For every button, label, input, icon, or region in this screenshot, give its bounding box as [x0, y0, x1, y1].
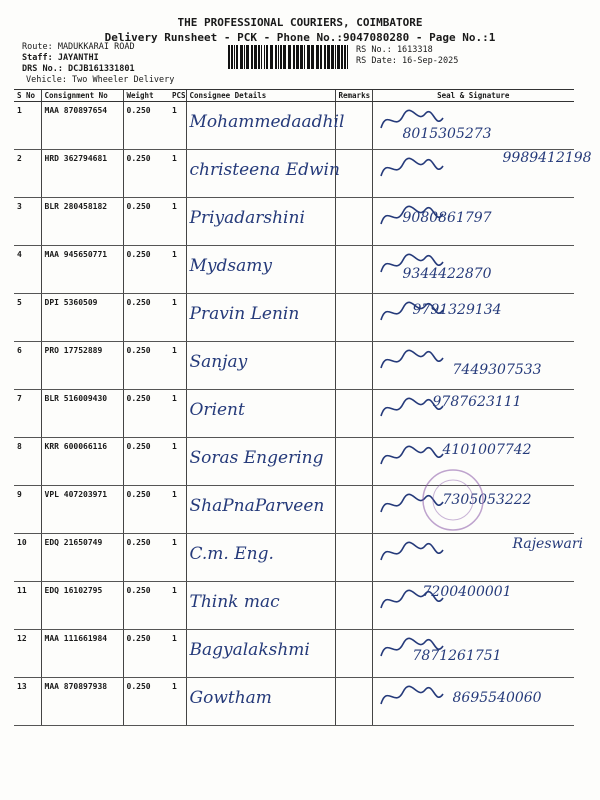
table-row: [14, 198, 574, 246]
cell-consignment: DPI 5360509: [41, 294, 123, 342]
signature-phone: 8015305273: [402, 126, 492, 142]
cell-signature: [372, 342, 574, 390]
cell-remarks: [335, 534, 372, 582]
cell-weight: 0.250: [123, 294, 169, 342]
cell-consignment: PRO 17752889: [41, 342, 123, 390]
cell-pcs: 1: [169, 150, 186, 198]
table-row: [14, 150, 574, 198]
table-header-row: [14, 90, 574, 102]
cell-consignee: ShaPnaParveen: [186, 486, 335, 534]
cell-sno: 6: [14, 342, 41, 390]
table-row: [14, 438, 574, 486]
cell-remarks: [335, 630, 372, 678]
signature-phone: Rajeswari: [512, 536, 584, 552]
cell-sno: 9: [14, 486, 41, 534]
cell-signature: [372, 150, 592, 198]
cell-sno: 8: [14, 438, 41, 486]
cell-signature: [372, 102, 574, 150]
courier-stamp: [418, 465, 488, 535]
rs-number: RS No.: 1613318: [356, 45, 433, 55]
cell-signature: [372, 198, 574, 246]
cell-pcs: 1: [169, 438, 186, 486]
cell-consignment: BLR 280458182: [41, 198, 123, 246]
signature-phone: 9791329134: [412, 302, 502, 318]
cell-remarks: [335, 438, 372, 486]
cell-pcs: 1: [169, 390, 186, 438]
table-row: [14, 678, 574, 726]
cell-consignee: Mydsamy: [186, 246, 335, 294]
cell-sno: 11: [14, 582, 41, 630]
cell-sno: 13: [14, 678, 41, 726]
cell-consignment: MAA 111661984: [41, 630, 123, 678]
cell-pcs: 1: [169, 198, 186, 246]
runsheet-table: [14, 89, 592, 726]
cell-consignment: MAA 945650771: [41, 246, 123, 294]
cell-sno: 5: [14, 294, 41, 342]
table-row: [14, 102, 574, 150]
cell-signature: [372, 534, 584, 582]
cell-consignee: Sanjay: [186, 342, 335, 390]
col-consignment: Consignment No: [41, 90, 123, 102]
signature-phone: 9080861797: [402, 210, 492, 226]
table-row: [14, 534, 574, 582]
cell-remarks: [335, 582, 372, 630]
cell-weight: 0.250: [123, 486, 169, 534]
cell-sno: 3: [14, 198, 41, 246]
cell-consignee: Bagyalakshmi: [186, 630, 335, 678]
staff-label: Staff: JAYANTHI: [22, 53, 99, 63]
cell-consignee: Priyadarshini: [186, 198, 335, 246]
table-row: [14, 390, 574, 438]
cell-weight: 0.250: [123, 582, 169, 630]
cell-consignment: KRR 600066116: [41, 438, 123, 486]
cell-consignment: MAA 870897654: [41, 102, 123, 150]
cell-remarks: [335, 294, 372, 342]
signature-phone: 7449307533: [452, 362, 542, 378]
col-consignee: Consignee Details: [186, 90, 335, 102]
cell-weight: 0.250: [123, 150, 169, 198]
signature-phone: 7200400001: [422, 584, 512, 600]
cell-remarks: [335, 150, 372, 198]
cell-sno: 7: [14, 390, 41, 438]
cell-pcs: 1: [169, 534, 186, 582]
cell-consignment: VPL 407203971: [41, 486, 123, 534]
cell-pcs: 1: [169, 342, 186, 390]
table-row: [14, 582, 574, 630]
cell-remarks: [335, 678, 372, 726]
cell-remarks: [335, 246, 372, 294]
table-row: [14, 630, 574, 678]
cell-weight: 0.250: [123, 390, 169, 438]
vehicle-label: Vehicle: Two Wheeler Delivery: [26, 75, 175, 85]
cell-consignment: EDQ 16102795: [41, 582, 123, 630]
barcode-image: [228, 45, 352, 69]
cell-signature: [372, 678, 574, 726]
signature-phone: 9787623111: [432, 394, 522, 410]
signature-phone: 4101007742: [442, 442, 532, 458]
cell-consignee: Soras Engering: [186, 438, 335, 486]
cell-pcs: 1: [169, 630, 186, 678]
cell-sno: 10: [14, 534, 41, 582]
col-sno: S No: [14, 90, 41, 102]
cell-consignment: BLR 516009430: [41, 390, 123, 438]
cell-weight: 0.250: [123, 102, 169, 150]
signature-phone: 7305053222: [442, 492, 532, 508]
table-row: [14, 246, 574, 294]
cell-consignment: HRD 362794681: [41, 150, 123, 198]
cell-consignee: Pravin Lenin: [186, 294, 335, 342]
cell-remarks: [335, 342, 372, 390]
cell-consignee: Think mac: [186, 582, 335, 630]
page-subtitle: Delivery Runsheet - PCK - Phone No.:9047080280 - Page No.:1: [104, 31, 496, 44]
cell-signature: [372, 582, 574, 630]
cell-consignee: Orient: [186, 390, 335, 438]
signature-phone: 9344422870: [402, 266, 492, 282]
cell-weight: 0.250: [123, 342, 169, 390]
col-weight: Weight: [123, 90, 169, 102]
page-title: THE PROFESSIONAL COURIERS, COIMBATORE: [177, 16, 423, 29]
cell-consignment: MAA 870897938: [41, 678, 123, 726]
table-row: [14, 342, 574, 390]
cell-weight: 0.250: [123, 630, 169, 678]
cell-remarks: [335, 390, 372, 438]
cell-weight: 0.250: [123, 534, 169, 582]
cell-weight: 0.250: [123, 678, 169, 726]
cell-sno: 2: [14, 150, 41, 198]
cell-pcs: 1: [169, 294, 186, 342]
cell-signature: [372, 630, 574, 678]
cell-sno: 12: [14, 630, 41, 678]
cell-consignee: Mohammedaadhil: [186, 102, 335, 150]
col-signature: Seal & Signature: [372, 90, 574, 102]
cell-pcs: 1: [169, 582, 186, 630]
cell-signature: [372, 246, 574, 294]
drs-label: DRS No.: DCJB161331801: [22, 64, 135, 74]
cell-signature: [372, 390, 574, 438]
cell-pcs: 1: [169, 102, 186, 150]
cell-weight: 0.250: [123, 198, 169, 246]
cell-sno: 4: [14, 246, 41, 294]
cell-consignee: C.m. Eng.: [186, 534, 335, 582]
cell-consignment: EDQ 21650749: [41, 534, 123, 582]
table-row: [14, 486, 574, 534]
signature-phone: 9989412198: [502, 150, 592, 166]
table-row: [14, 294, 574, 342]
signature-phone: 8695540060: [452, 690, 542, 706]
cell-pcs: 1: [169, 678, 186, 726]
cell-weight: 0.250: [123, 246, 169, 294]
cell-consignee: christeena Edwin: [186, 150, 335, 198]
signature-phone: 7871261751: [412, 648, 502, 664]
cell-pcs: 1: [169, 486, 186, 534]
cell-remarks: [335, 486, 372, 534]
cell-weight: 0.250: [123, 438, 169, 486]
rs-date: RS Date: 16-Sep-2025: [356, 56, 459, 66]
cell-remarks: [335, 198, 372, 246]
cell-sno: 1: [14, 102, 41, 150]
cell-pcs: 1: [169, 246, 186, 294]
cell-consignee: Gowtham: [186, 678, 335, 726]
route-label: Route: MADUKKARAI ROAD: [22, 42, 135, 52]
col-pcs: PCS: [169, 90, 186, 102]
col-remarks: Remarks: [335, 90, 372, 102]
cell-signature: [372, 294, 574, 342]
